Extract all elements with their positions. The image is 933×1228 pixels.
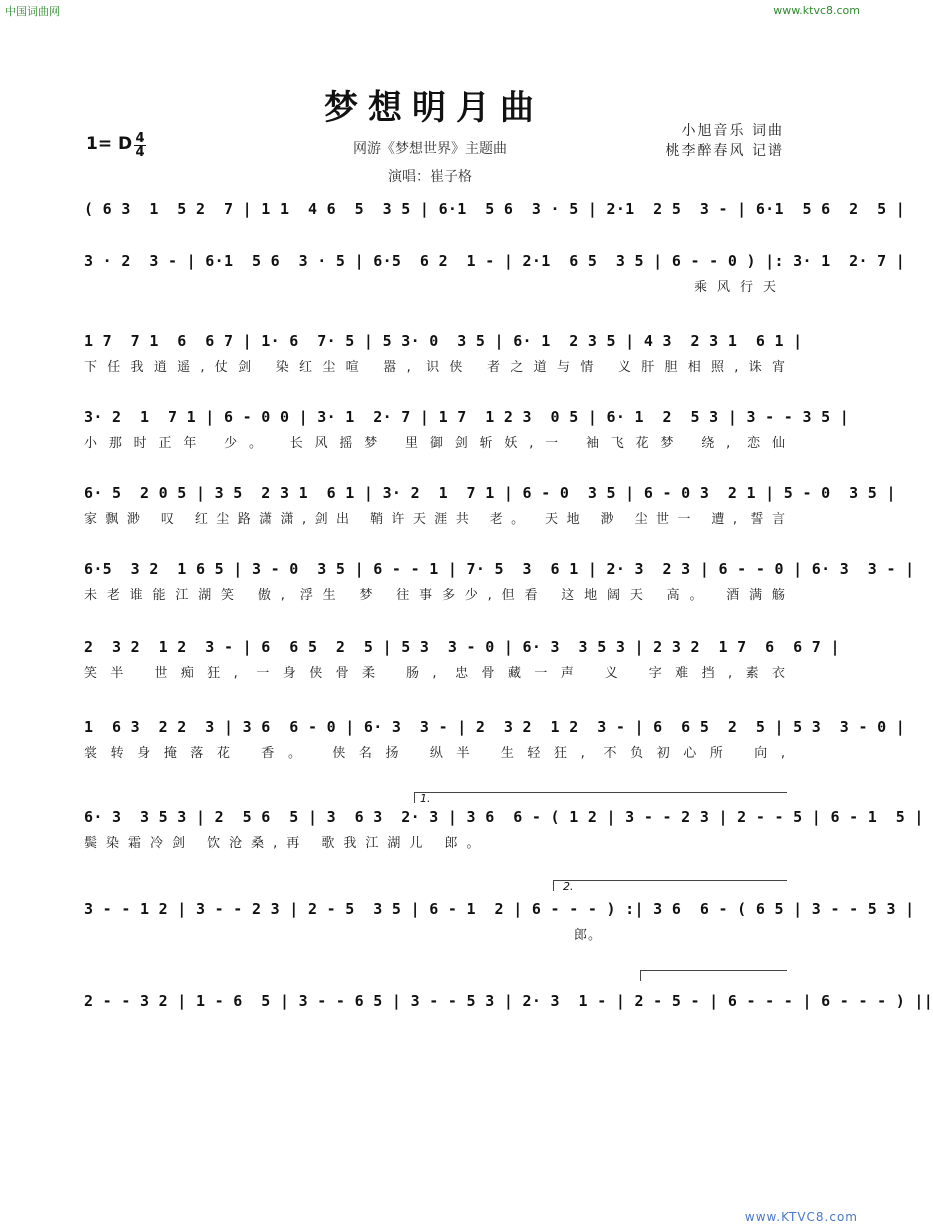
lyrics: 鬓染霜冷剑 饮沧桑,再 歌我江湖儿 郎。	[84, 836, 489, 851]
time-signature-top: 4	[135, 131, 145, 146]
notes: 6· 3 3 5 3 | 2 5 6 5 | 3 6 3 2· 3 | 3 6 6 - ( 1 2 | 3 - - 2 3 | 2 - - 5 | 6 - 1 5 |	[84, 808, 924, 826]
score-line-10	[84, 898, 915, 946]
second-ending-bracket	[553, 880, 787, 891]
final-bracket	[640, 970, 787, 981]
score-line-3	[84, 330, 803, 378]
singer: 演唱：崔子格	[388, 169, 472, 185]
watermark-top-right: www.ktvc8.com	[773, 4, 860, 17]
score-line-4	[84, 406, 850, 454]
time-signature-bottom: 4	[135, 145, 145, 160]
lyrics	[84, 226, 786, 246]
notes: 6·5 3 2 1 6 5 | 3 - 0 3 5 | 6 - - 1 | 7· 5 3 6 1 | 2· 3 2 3 | 6 - - 0 | 6· 3 3 - |	[84, 560, 915, 578]
score-line-1	[84, 198, 906, 246]
first-ending-bracket	[414, 792, 787, 803]
score-line-9	[84, 806, 924, 854]
score-line-5	[84, 482, 896, 530]
notes: 1 7 7 1 6 6 7 | 1· 6 7· 5 | 5 3· 0 3 5 | 6· 1 2 3 5 | 4 3 2 3 1 6 1 |	[84, 332, 803, 350]
notes: ( 6 3 1 5 2 7 | 1 1 4 6 5 3 5 | 6·1 5 6 3 · 5 | 2·1 2 5 3 - | 6·1 5 6 2 5 |	[84, 200, 906, 218]
notes: 3· 2 1 7 1 | 6 - 0 0 | 3· 1 2· 7 | 1 7 1 2 3 0 5 | 6· 1 2 5 3 | 3 - - 3 5 |	[84, 408, 850, 426]
notes: 6· 5 2 0 5 | 3 5 2 3 1 6 1 | 3· 2 1 7 1 | 6 - 0 3 5 | 6 - 0 3 2 1 | 5 - 0 3 5 |	[84, 484, 896, 502]
lyrics: 家飘渺 叹 红尘路潇潇,剑出 鞘许天涯共 老。 天地 渺 尘世一 遭, 誓言	[84, 512, 786, 527]
song-title: 梦想明月曲	[324, 88, 544, 128]
lyrics: 郎。	[574, 928, 603, 943]
first-ending-number: 1.	[420, 792, 431, 805]
lyrics: 未老谁能江湖笑 傲, 浮生 梦 往事多少,但看 这地阔天 高。 酒满觞	[84, 588, 786, 603]
lyrics: 裳转身掩落花 香。 侠名扬 纵半 生轻狂, 不负初心所 向,	[84, 746, 786, 761]
watermark-bottom-right: www.KTVC8.com	[744, 1210, 858, 1224]
key-signature: 1= D	[86, 134, 133, 154]
score-line-6	[84, 558, 915, 606]
notes: 3 - - 1 2 | 3 - - 2 3 | 2 - 5 3 5 | 6 - 1 2 | 6 - - - ) :| 3 6 6 - ( 6 5 | 3 - - 5 3 |	[84, 900, 915, 918]
subtitle: 网游《梦想世界》主题曲	[353, 141, 507, 157]
notes: 2 3 2 1 2 3 - | 6 6 5 2 5 | 5 3 3 - 0 | 6· 3 3 5 3 | 2 3 2 1 7 6 6 7 |	[84, 638, 840, 656]
lyrics: 小那时正年 少。 长风摇梦 里御剑斩妖,一 袖飞花梦 绕, 恋仙	[84, 436, 786, 451]
watermark-top-left: 中国词曲网	[5, 5, 60, 18]
notes: 3 · 2 3 - | 6·1 5 6 3 · 5 | 6·5 6 2 1 - | 2·1 6 5 3 5 | 6 - - 0 ) |: 3· 1 2· 7 |	[84, 252, 906, 270]
credit-composer: 小旭音乐 词曲	[681, 123, 784, 139]
lyrics: 乘风行天	[693, 280, 786, 295]
time-signature	[134, 132, 146, 159]
second-ending-number: 2.	[563, 880, 574, 893]
score-line-11	[84, 990, 933, 1012]
notes: 1 6 3 2 2 3 | 3 6 6 - 0 | 6· 3 3 - | 2 3 2 1 2 3 - | 6 6 5 2 5 | 5 3 3 - 0 |	[84, 718, 906, 736]
lyrics: 下任我逍遥,仗剑 染红尘喧 嚣, 识侠 者之道与情 义肝胆相照,诛宵	[84, 360, 786, 375]
lyrics: 笑半 世痴狂, 一身侠骨柔 肠, 忠骨藏一声 义 字难挡,素衣	[84, 666, 786, 681]
credit-transcriber: 桃李醉春风 记谱	[665, 143, 784, 159]
notes: 2 - - 3 2 | 1 - 6 5 | 3 - - 6 5 | 3 - - 5 3 | 2· 3 1 - | 2 - 5 - | 6 - - - | 6 - - - ) ||	[84, 992, 933, 1010]
score-line-7	[84, 636, 840, 684]
score-line-2	[84, 250, 906, 298]
score-line-8	[84, 716, 906, 764]
